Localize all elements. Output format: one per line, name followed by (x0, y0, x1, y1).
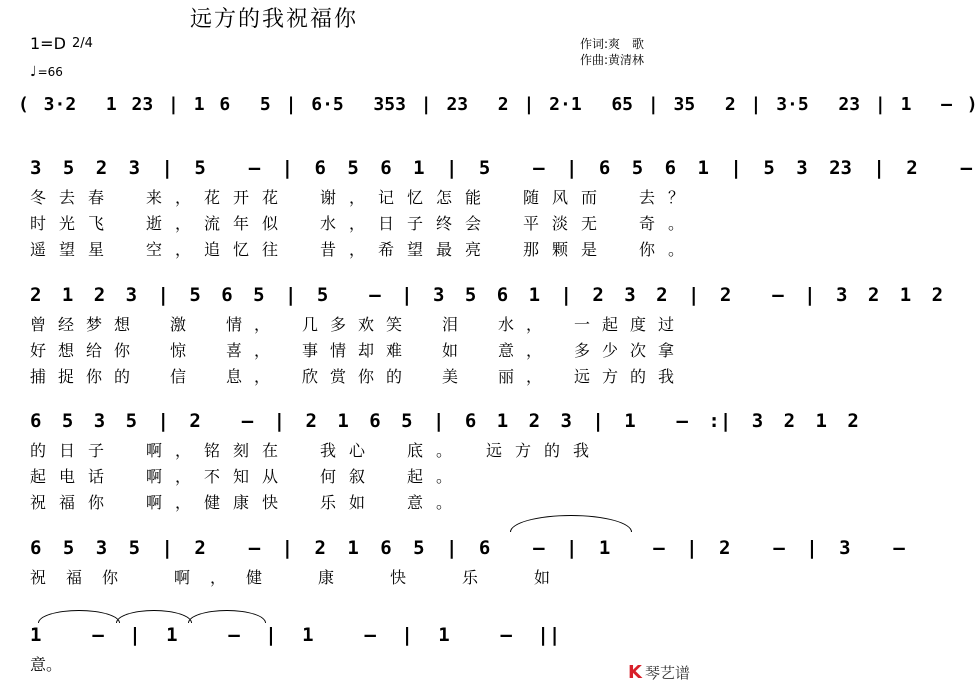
lyric-verse-3: 祝福你 啊，健康快 乐如 意。 (30, 493, 466, 512)
lyric-verse-2: 好想给你 惊 喜， 事情却难 如 意， 多少次拿 (30, 341, 687, 360)
lyric-verse-3: 捕捉你的 信 息， 欣赏你的 美 丽， 远方的我 (30, 367, 687, 386)
notes-line: 6 5 3 5 | 2 – | 2 1 6 5 | 6 – | 1 – | 2 – | 3 – (30, 537, 905, 559)
credits (580, 36, 644, 68)
song-title: 远方的我祝福你 (190, 7, 359, 32)
lyric-verse-2: 起电话 啊，不知从 何叙 起。 (30, 467, 466, 486)
system-5 (0, 535, 905, 595)
system-3 (0, 282, 944, 392)
time-signature: 2/4 (72, 36, 93, 51)
system-6 (0, 622, 710, 672)
slur-mark (38, 610, 120, 623)
watermark (628, 662, 690, 683)
lyricist: 作词:爽 歌 (580, 37, 645, 51)
lyric-verse-1: 冬去春 来，花开花 谢，记忆怎能 随风而 去？ (30, 188, 698, 207)
key-signature: 1=D (30, 34, 66, 53)
lyric-verse-3: 遥望星 空，追忆往 昔，希望最亮 那颗是 你。 (30, 240, 698, 259)
composer: 作曲:黄清林 (580, 53, 645, 67)
lyric-verse-1: 祝福你 啊，健 康 快 乐 如 (30, 568, 571, 587)
lyric-verse-1: 曾经梦想 激 情， 几多欢笑 泪 水， 一起度过 (30, 315, 687, 334)
system-1 (0, 92, 978, 132)
tempo-marking (30, 64, 63, 80)
quarter-note-icon: ♩ (30, 64, 37, 80)
notes-line: 6 5 3 5 | 2 – | 2 1 6 5 | 6 1 2 3 | 1 – :| 3 2 1 2 (30, 410, 859, 432)
lyric-verse-1: 的日子 啊，铭刻在 我心 底。 远方的我 (30, 441, 603, 460)
slur-mark (116, 610, 192, 623)
system-4 (0, 408, 859, 518)
tempo-value: =66 (37, 65, 63, 79)
lyric-verse-1: 意。 (30, 655, 63, 674)
notes-line: 1 – | 1 – | 1 – | 1 – || (30, 624, 561, 646)
system-2 (0, 155, 973, 265)
watermark-text: 琴艺谱 (644, 664, 690, 682)
slur-mark (188, 610, 266, 623)
qinyipu-logo-icon: K (628, 662, 642, 683)
notes-line: 2 1 2 3 | 5 6 5 | 5 – | 3 5 6 1 | 2 3 2 | 2 – | 3 2 1 2 (30, 284, 944, 306)
lyric-verse-2: 时光飞 逝，流年似 水，日子终会 平淡无 奇。 (30, 214, 698, 233)
notes-line: 3 5 2 3 | 5 – | 6 5 6 1 | 5 – | 6 5 6 1 | 5 3 23 | 2 – (30, 157, 973, 179)
notes-line: ( 3·2 1 23 | 1 6 5 | 6·5 353 | 23 2 | 2·1 65 | 35 2 | 3·5 23 | 1 – ) (18, 94, 978, 115)
